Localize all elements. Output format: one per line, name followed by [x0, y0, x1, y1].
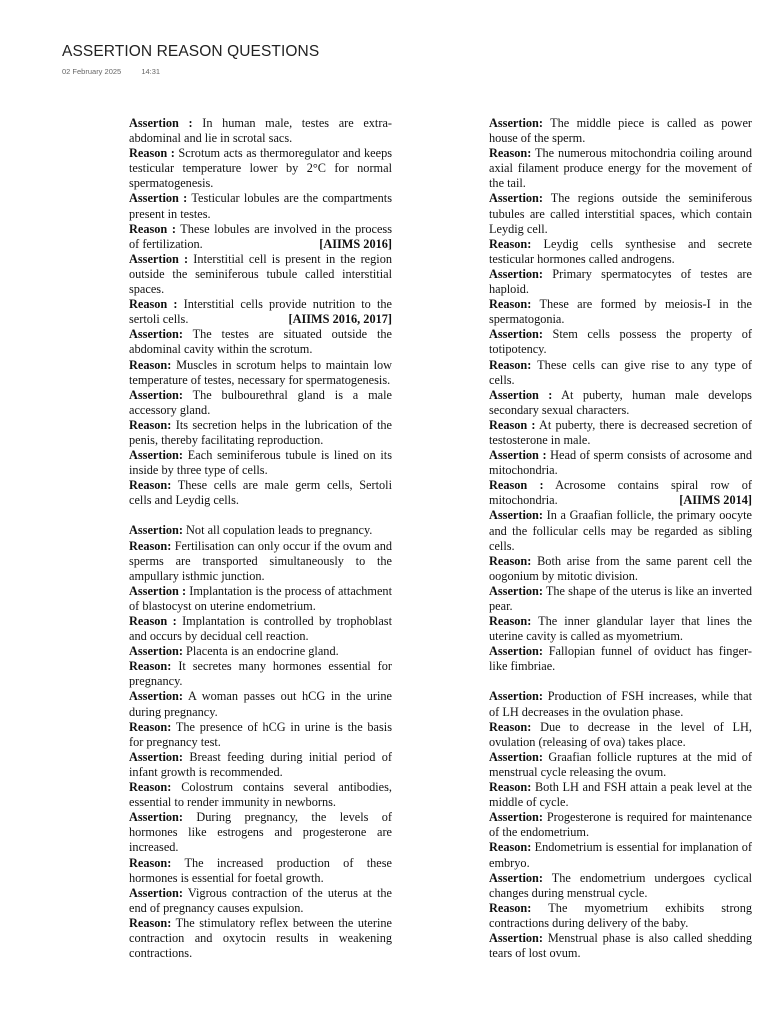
reason-text: Due to decrease in the level of LH, ovulation (releasing of ova) takes place. — [489, 719, 752, 749]
assertion-text: Not all copulation leads to pregnancy. — [186, 523, 373, 538]
reason-label: Reason : — [129, 221, 176, 236]
assertion-label: Assertion : — [129, 191, 188, 206]
section-gap — [489, 674, 752, 689]
assertion-label: Assertion: — [489, 191, 543, 206]
reason-text: Interstitial cells provide nutrition to the sertoli cells. — [129, 297, 392, 327]
assertion-entry — [129, 252, 392, 297]
reason-label: Reason: — [129, 659, 172, 674]
assertion-text: Implantation is the process of attachment of blastocyst on uterine endometrium. — [129, 583, 392, 613]
assertion-label: Assertion: — [489, 644, 543, 659]
assertion-entry — [489, 267, 752, 297]
timestamp — [62, 67, 178, 76]
reason-text: Endometrium is essential for implanation of embryo. — [489, 840, 752, 870]
assertion-text: The shape of the uterus is like an inverted pear. — [489, 583, 752, 613]
assertion-entry — [129, 523, 392, 538]
assertion-label: Assertion: — [129, 644, 183, 659]
assertion-text: The middle piece is called as power house of the sperm. — [489, 116, 752, 146]
reason-text: The myometrium exhibits strong contractions during delivery of the baby. — [489, 900, 752, 930]
exam-citation: [AIIMS 2016] — [319, 236, 392, 251]
reason-label: Reason: — [489, 719, 532, 734]
reason-label: Reason: — [489, 840, 532, 855]
assertion-entry — [489, 116, 752, 146]
assertion-entry — [129, 388, 392, 418]
assertion-text: At puberty, human male develops secondary sexual characters. — [489, 387, 752, 417]
assertion-entry — [489, 584, 752, 614]
reason-text: It secretes many hormones essential for pregnancy. — [129, 659, 392, 689]
assertion-label: Assertion: — [489, 508, 543, 523]
assertion-text: Head of sperm consists of acrosome and mitochondria. — [489, 448, 752, 478]
assertion-label: Assertion: — [489, 870, 543, 885]
reason-text: Both arise from the same parent cell the oogonium by mitotic division. — [489, 553, 752, 583]
reason-entry — [489, 614, 752, 644]
assertion-label: Assertion: — [489, 930, 543, 945]
reason-text: Fertilisation can only occur if the ovum and sperms are transported simultaneously to the ampullary isthmic junction. — [129, 538, 392, 583]
assertion-label: Assertion: — [489, 689, 543, 704]
reason-label: Reason : — [129, 614, 177, 628]
reason-label: Reason : — [129, 297, 178, 312]
assertion-entry — [129, 689, 392, 719]
assertion-text: Primary spermatocytes of testes are haploid. — [489, 266, 752, 297]
reason-label: Reason: — [489, 780, 532, 795]
page-title: ASSERTION REASON QUESTIONS — [62, 43, 320, 60]
reason-label: Reason: — [489, 297, 532, 312]
reason-text: Leydig cells synthesise and secrete testicular hormones called androgens. — [489, 236, 752, 266]
reason-label: Reason : — [129, 146, 175, 161]
reason-label: Reason: — [489, 357, 532, 372]
assertion-label: Assertion: — [129, 387, 183, 402]
assertion-text: In a Graafian follicle, the primary oocyte and the follicular cells may be regarded as sibling cells. — [489, 508, 752, 553]
assertion-text: Vigrous contraction of the uterus at the end of pregnancy causes expulsion. — [129, 885, 392, 915]
reason-entry — [489, 554, 752, 584]
assertion-text: During pregnancy, the levels of hormones like estrogens and progesterone are increased. — [129, 810, 392, 855]
reason-entry — [489, 237, 752, 267]
assertion-entry — [129, 810, 392, 855]
assertion-entry — [489, 448, 752, 478]
reason-label: Reason: — [129, 478, 172, 493]
reason-text: Both LH and FSH attain a peak level at the middle of cycle. — [489, 780, 752, 810]
assertion-text: A woman passes out hCG in the urine during pregnancy. — [129, 689, 392, 719]
reason-text: Scrotum acts as thermoregulator and keeps testicular temperature lower by 2°C for normal spermatogenesis. — [129, 146, 392, 191]
assertion-text: The regions outside the seminiferous tubules are called interstitial spaces, which contain Leydig cell. — [489, 191, 752, 236]
reason-entry — [129, 358, 392, 388]
reason-entry — [489, 297, 752, 327]
reason-text: Acrosome contains spiral row of mitochondria. — [489, 478, 752, 508]
reason-text: At puberty, there is decreased secretion of testosterone in male. — [489, 417, 752, 447]
assertion-text: Stem cells possess the property of totipotency. — [489, 327, 752, 357]
reason-text: Its secretion helps in the lubrication of the penis, thereby facilitating reproduction. — [129, 417, 392, 447]
reason-text: These lobules are involved in the process of fertilization. — [129, 221, 392, 251]
reason-entry — [129, 146, 392, 191]
reason-text: The stimulatory reflex between the uterine contraction and oxytocin results in weakening contractions. — [129, 915, 392, 961]
reason-label: Reason: — [129, 357, 172, 372]
reason-text: Muscles in scrotum helps to maintain low temperature of testes, necessary for spermatogenesis. — [129, 357, 392, 387]
assertion-text: Each seminiferous tubule is lined on its inside by three type of cells. — [129, 448, 392, 478]
assertion-text: Breast feeding during initial period of infant growth is recommended. — [129, 749, 392, 779]
reason-text: The presence of hCG in urine is the basis for pregnancy test. — [129, 719, 392, 749]
assertion-entry — [489, 644, 752, 674]
reason-entry — [129, 297, 392, 327]
assertion-entry — [489, 689, 752, 719]
assertion-label: Assertion : — [129, 583, 187, 598]
assertion-entry — [129, 584, 392, 614]
reason-text: The inner glandular layer that lines the uterine cavity is called as myometrium. — [489, 614, 752, 644]
assertion-label: Assertion: — [489, 266, 543, 281]
assertion-entry — [129, 644, 392, 659]
reason-label: Reason: — [489, 236, 532, 251]
reason-label: Reason: — [489, 146, 532, 161]
reason-text: These are formed by meiosis-I in the spermatogonia. — [489, 297, 752, 327]
assertion-label: Assertion: — [129, 448, 183, 463]
assertion-text: Testicular lobules are the compartments present in testes. — [129, 191, 392, 221]
assertion-text: The testes are situated outside the abdominal cavity within the scrotum. — [129, 327, 392, 357]
exam-citation: [AIIMS 2014] — [679, 493, 752, 508]
right-column — [489, 116, 752, 982]
assertion-text: Fallopian funnel of oviduct has finger-like fimbriae. — [489, 644, 752, 674]
reason-text: The numerous mitochondria coiling around axial filament produce energy for the movement of the tail. — [489, 146, 752, 191]
assertion-label: Assertion: — [489, 749, 543, 764]
reason-label: Reason: — [129, 915, 172, 930]
assertion-text: The endometrium undergoes cyclical changes during menstrual cycle. — [489, 870, 752, 900]
reason-entry — [129, 418, 392, 448]
assertion-entry — [489, 388, 752, 418]
reason-entry — [489, 358, 752, 388]
assertion-entry — [129, 750, 392, 780]
assertion-label: Assertion: — [489, 810, 543, 825]
assertion-label: Assertion: — [129, 749, 183, 764]
reason-label: Reason: — [129, 719, 172, 734]
reason-label: Reason : — [489, 478, 544, 493]
assertion-entry — [129, 191, 392, 221]
assertion-text: The bulbourethral gland is a male accessory gland. — [129, 387, 392, 417]
assertion-entry — [489, 191, 752, 236]
reason-entry — [129, 222, 392, 252]
assertion-label: Assertion: — [489, 327, 543, 342]
reason-label: Reason: — [129, 417, 172, 432]
assertion-text: Production of FSH increases, while that of LH decreases in the ovulation phase. — [489, 689, 752, 719]
reason-text: These cells are male germ cells, Sertoli cells and Leydig cells. — [129, 478, 392, 508]
assertion-entry — [489, 810, 752, 840]
reason-entry — [129, 856, 392, 886]
assertion-text: Progesterone is required for maintenance of the endometrium. — [489, 810, 752, 840]
left-column — [129, 116, 392, 982]
reason-text: These cells can give rise to any type of cells. — [489, 357, 752, 387]
assertion-text: Menstrual phase is also called shedding tears of lost ovum. — [489, 930, 752, 961]
reason-label: Reason: — [489, 553, 532, 568]
assertion-label: Assertion: — [489, 583, 543, 598]
assertion-label: Assertion : — [129, 116, 193, 130]
assertion-entry — [489, 931, 752, 961]
assertion-text: Interstitial cell is present in the region outside the seminiferous tubule called interstitial spaces. — [129, 251, 392, 297]
date-label: 02 February 2025 — [62, 67, 122, 76]
reason-entry — [489, 720, 752, 750]
reason-entry — [129, 916, 392, 961]
assertion-entry — [489, 750, 752, 780]
assertion-entry — [129, 327, 392, 357]
assertion-entry — [129, 886, 392, 916]
reason-text: Colostrum contains several antibodies, essential to render immunity in newborns. — [129, 780, 392, 810]
assertion-label: Assertion: — [129, 689, 183, 704]
assertion-entry — [489, 871, 752, 901]
reason-entry — [129, 539, 392, 584]
reason-label: Reason: — [489, 900, 532, 915]
reason-entry — [489, 478, 752, 508]
reason-entry — [489, 840, 752, 870]
assertion-label: Assertion: — [129, 810, 183, 825]
assertion-text: Graafian follicle ruptures at the mid of menstrual cycle releasing the ovum. — [489, 749, 752, 779]
reason-entry — [129, 720, 392, 750]
reason-text: Implantation is controlled by trophoblast and occurs by decidual cell reaction. — [129, 614, 392, 644]
assertion-label: Assertion : — [489, 448, 547, 463]
reason-label: Reason: — [129, 855, 172, 870]
reason-entry — [129, 659, 392, 689]
reason-entry — [489, 418, 752, 448]
assertion-text: Placenta is an endocrine gland. — [186, 644, 339, 659]
reason-label: Reason: — [129, 538, 172, 553]
reason-text: The increased production of these hormones is essential for foetal growth. — [129, 855, 392, 885]
reason-label: Reason: — [129, 780, 172, 795]
reason-entry — [129, 478, 392, 508]
reason-entry — [489, 780, 752, 810]
assertion-label: Assertion: — [129, 885, 183, 900]
assertion-label: Assertion : — [489, 387, 553, 402]
time-label: 14:31 — [141, 67, 161, 76]
reason-label: Reason: — [489, 614, 532, 629]
reason-entry — [489, 146, 752, 191]
reason-entry — [489, 901, 752, 931]
reason-entry — [129, 780, 392, 810]
assertion-entry — [129, 116, 392, 146]
assertion-text: In human male, testes are extra-abdominal and lie in scrotal sacs. — [129, 116, 392, 146]
assertion-label: Assertion: — [129, 523, 183, 538]
exam-citation: [AIIMS 2016, 2017] — [288, 312, 392, 327]
reason-entry — [129, 614, 392, 644]
reason-label: Reason : — [489, 417, 536, 432]
assertion-label: Assertion: — [489, 116, 543, 130]
assertion-label: Assertion: — [129, 327, 183, 342]
assertion-entry — [489, 508, 752, 553]
section-gap — [129, 508, 392, 523]
assertion-entry — [129, 448, 392, 478]
assertion-entry — [489, 327, 752, 357]
assertion-label: Assertion : — [129, 251, 189, 266]
